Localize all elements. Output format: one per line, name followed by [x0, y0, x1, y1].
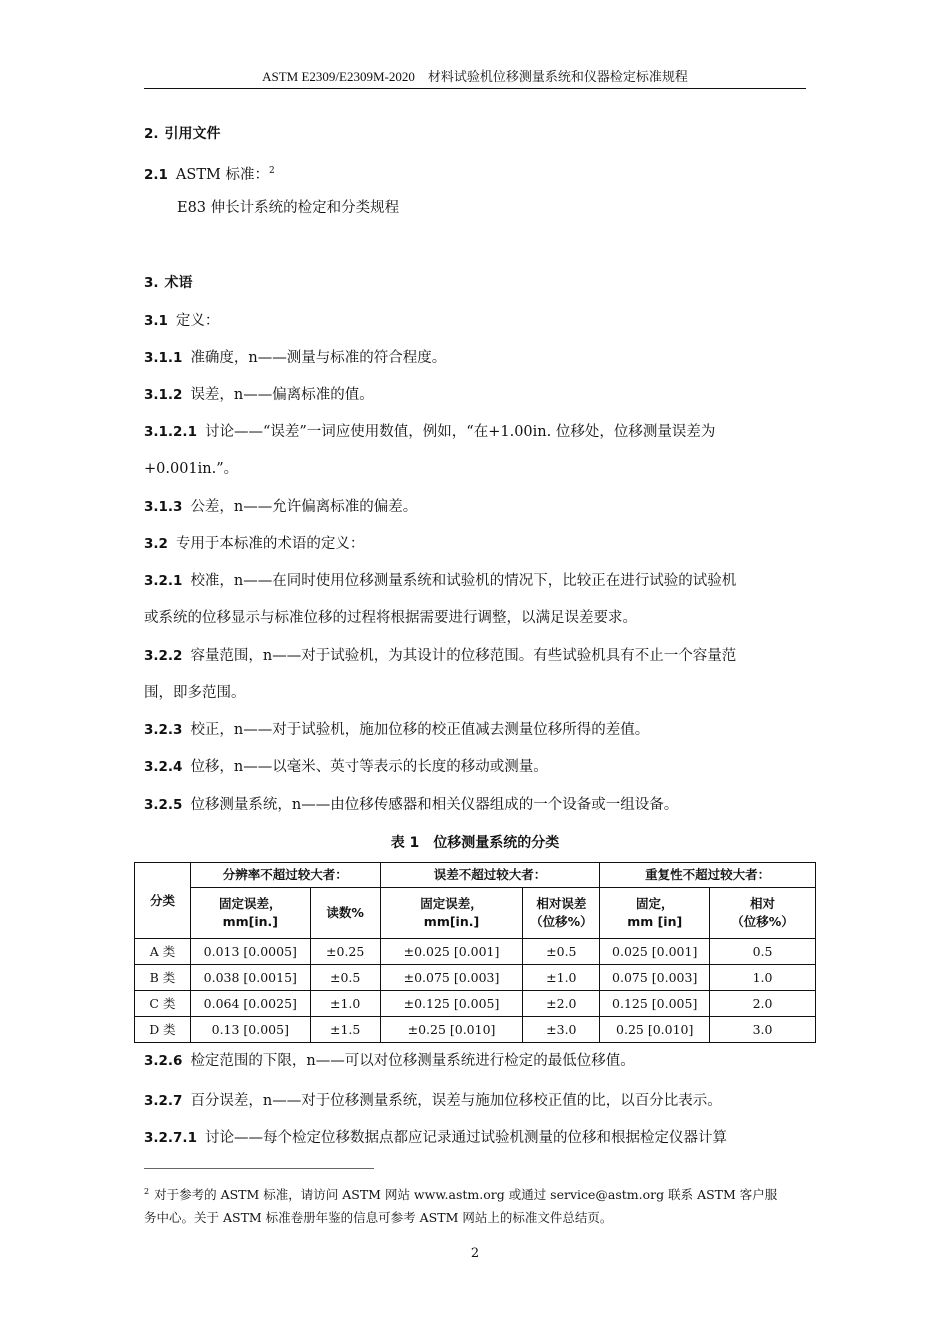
section-text: 检定范围的下限，n——可以对位移测量系统进行检定的最低位移值。	[190, 1053, 635, 1069]
header-resolution: 分辨率不超过较大者：	[190, 863, 380, 888]
cell: D 类	[135, 1017, 191, 1043]
para-3-1-1	[144, 340, 809, 377]
cell: ±1.5	[310, 1017, 380, 1043]
cell: ±0.025 [0.001]	[380, 939, 523, 965]
subheader-error-relative	[523, 888, 600, 939]
section-number: 3.2.1	[144, 573, 183, 589]
cell: A 类	[135, 939, 191, 965]
section-number: 3.2.4	[144, 759, 183, 775]
para-3-1-2-1	[144, 414, 809, 451]
cell: 0.13 [0.005]	[190, 1017, 310, 1043]
running-header: ASTM E2309/E2309M-2020 材料试验机位移测量系统和仪器检定标准规程	[262, 69, 688, 84]
para-3-1	[144, 303, 809, 340]
section-text: 准确度，n——测量与标准的符合程度。	[190, 350, 447, 366]
footnote-rule	[144, 1168, 374, 1169]
cell: 2.0	[710, 991, 816, 1017]
header-rule	[144, 88, 806, 89]
section-text: 讨论——每个检定位移数据点都应记录通过试验机测量的位移和根据检定仪器计算	[204, 1130, 727, 1146]
section-text: 专用于本标准的术语的定义：	[175, 536, 365, 552]
header-repeatability: 重复性不超过较大者：	[600, 863, 816, 888]
cell: C 类	[135, 991, 191, 1017]
para-3-2-7-1	[144, 1120, 809, 1157]
cell: 0.025 [0.001]	[600, 939, 710, 965]
section-number: 3.	[144, 275, 159, 291]
section-number: 2.1	[144, 166, 168, 183]
label: 相对	[750, 896, 776, 911]
cell: ±3.0	[523, 1017, 600, 1043]
section-number: 3.2.7.1	[144, 1130, 197, 1146]
cell: ±0.5	[310, 965, 380, 991]
section-title: 引用文件	[164, 126, 221, 142]
section-number: 3.2.6	[144, 1053, 183, 1069]
para-3-2	[144, 526, 809, 563]
cell: 0.013 [0.0005]	[190, 939, 310, 965]
section-number: 3.2.2	[144, 648, 183, 664]
label: 相对误差	[536, 896, 587, 911]
para-3-2-7	[144, 1083, 809, 1120]
para-3-1-2	[144, 377, 809, 414]
unit: mm[in.]	[423, 914, 480, 929]
unit: （位移%）	[530, 914, 593, 929]
para-3-1-3	[144, 489, 809, 526]
subheader-repeat-fixed	[600, 888, 710, 939]
cell: ±0.25	[310, 939, 380, 965]
cell: ±0.125 [0.005]	[380, 991, 523, 1017]
unit: mm [in]	[627, 914, 683, 929]
cell: 0.075 [0.003]	[600, 965, 710, 991]
label: 固定，	[635, 896, 674, 911]
para-3-2-4	[144, 749, 809, 786]
subheader-error-fixed	[380, 888, 523, 939]
page-number: 2	[470, 1246, 480, 1261]
section-text: 百分误差，n——对于位移测量系统，误差与施加位移校正值的比，以百分比表示。	[190, 1093, 722, 1109]
section-text: 校正，n——对于试验机，施加位移的校正值减去测量位移所得的差值。	[190, 722, 650, 738]
footnote-line	[144, 1180, 809, 1206]
section-text: 误差，n——偏离标准的值。	[190, 387, 374, 403]
section-number: 3.1.2.1	[144, 424, 197, 440]
cell: ±0.5	[523, 939, 600, 965]
classification-table	[134, 862, 816, 1043]
section-text: 讨论——“误差”一词应使用数值，例如，“在+1.00in. 位移处，位移测量误差为	[204, 424, 716, 440]
table-title	[134, 832, 816, 852]
table-row	[135, 1017, 816, 1043]
section-number: 3.2.7	[144, 1093, 183, 1109]
section-text: 定义：	[175, 313, 220, 329]
subheader-resolution-fixed	[190, 888, 310, 939]
subheader-repeat-relative	[710, 888, 816, 939]
cell: 0.125 [0.005]	[600, 991, 710, 1017]
table-row	[135, 991, 816, 1017]
heading-3	[144, 265, 809, 302]
section-number: 2.	[144, 126, 159, 142]
para-3-2-2-cont: 围，即多范围。	[144, 685, 246, 701]
section-text: 位移测量系统，n——由位移传感器和相关仪器组成的一个设备或一组设备。	[190, 797, 679, 813]
cell: 3.0	[710, 1017, 816, 1043]
section-number: 3.2.3	[144, 722, 183, 738]
cell: B 类	[135, 965, 191, 991]
para-3-2-1	[144, 563, 809, 600]
footnote-ref: 2	[268, 166, 275, 176]
para-3-2-2	[144, 638, 809, 675]
cell: 0.038 [0.0015]	[190, 965, 310, 991]
section-text: ASTM 标准：	[175, 166, 269, 183]
cell: 0.25 [0.010]	[600, 1017, 710, 1043]
label: 固定误差，	[219, 896, 282, 911]
section-number: 3.1.1	[144, 350, 183, 366]
section-number: 3.2.5	[144, 797, 183, 813]
cell: ±0.075 [0.003]	[380, 965, 523, 991]
section-title: 术语	[164, 275, 193, 291]
cell: 0.064 [0.0025]	[190, 991, 310, 1017]
table-row	[135, 965, 816, 991]
header-error: 误差不超过较大者：	[380, 863, 600, 888]
reference-e83: E83 伸长计系统的检定和分类规程	[177, 200, 400, 216]
table-number: 表 1	[390, 835, 420, 851]
para-3-2-1-cont: 或系统的位移显示与标准位移的过程将根据需要进行调整，以满足误差要求。	[144, 610, 637, 626]
para-3-1-2-1-cont: +0.001in.”。	[144, 461, 239, 477]
cell: ±1.0	[523, 965, 600, 991]
header-class: 分类	[135, 863, 191, 939]
unit: mm[in.]	[222, 914, 279, 929]
table-row	[135, 939, 816, 965]
para-3-2-3	[144, 712, 809, 749]
section-text: 位移，n——以毫米、英寸等表示的长度的移动或测量。	[190, 759, 548, 775]
cell: 0.5	[710, 939, 816, 965]
section-number: 3.1.3	[144, 499, 183, 515]
cell: ±2.0	[523, 991, 600, 1017]
footnote-text: 对于参考的 ASTM 标准，请访问 ASTM 网站 www.astm.org 或通过 service@astm.org 联系 ASTM 客户服	[154, 1187, 778, 1203]
para-3-2-5	[144, 787, 809, 824]
footnote-line: 务中心。关于 ASTM 标准卷册年鉴的信息可参考 ASTM 网站上的标准文件总结页。	[144, 1210, 613, 1226]
footnote	[144, 1180, 809, 1229]
section-text: 公差，n——允许偏离标准的偏差。	[190, 499, 418, 515]
label: 固定误差，	[420, 896, 483, 911]
heading-2	[144, 116, 809, 153]
para-3-2-6	[144, 1043, 809, 1080]
cell: ±1.0	[310, 991, 380, 1017]
section-number: 3.1.2	[144, 387, 183, 403]
table-caption: 位移测量系统的分类	[433, 835, 560, 851]
cell: 1.0	[710, 965, 816, 991]
section-number: 3.2	[144, 536, 168, 552]
subheader-resolution-reading: 读数%	[310, 888, 380, 939]
section-number: 3.1	[144, 313, 168, 329]
section-text: 校准，n——在同时使用位移测量系统和试验机的情况下，比较正在进行试验的试验机	[190, 573, 737, 589]
section-text: 容量范围，n——对于试验机，为其设计的位移范围。有些试验机具有不止一个容量范	[190, 648, 737, 664]
cell: ±0.25 [0.010]	[380, 1017, 523, 1043]
para-2-1	[144, 153, 809, 194]
unit: （位移%）	[731, 914, 794, 929]
footnote-mark: 2	[144, 1187, 150, 1196]
